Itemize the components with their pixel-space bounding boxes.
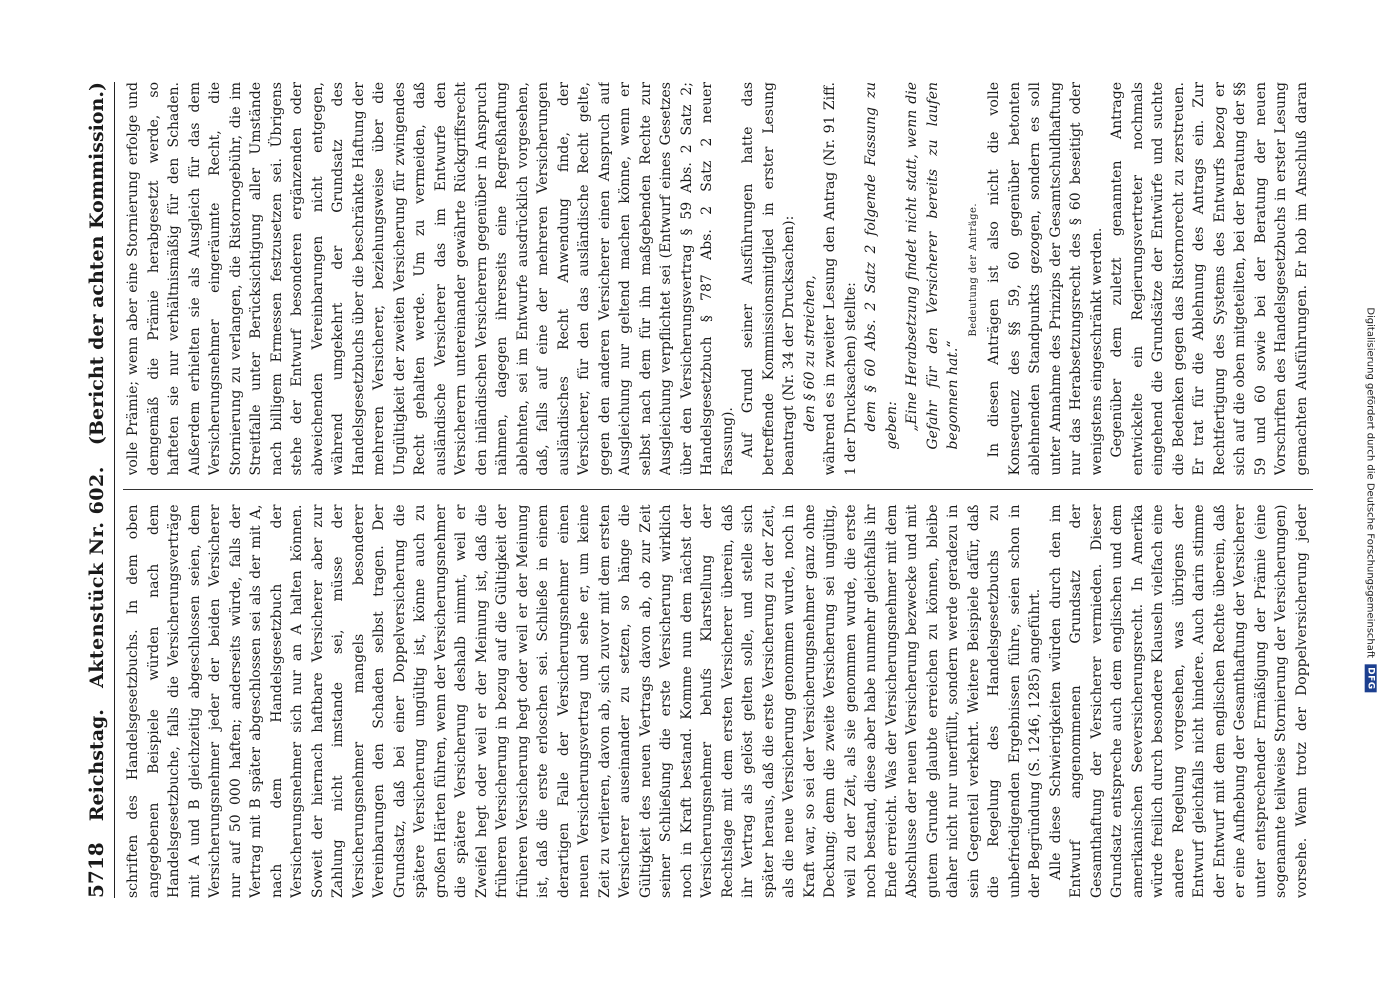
column-divider <box>123 490 1313 491</box>
text-column-left <box>123 505 1313 899</box>
header-right-title: (Bericht der achten Kommission.) <box>85 82 108 446</box>
digitization-note <box>1361 10 1381 990</box>
paragraph: In diesen Anträgen ist also nicht die volle Konsequenz des §§ 59, 60 gegenüber betonten ablehnenden Standpunkts gezogen, sondern es soll unter Annahme des Prinzips der Gesamtschuldhaftung nur das Herabsetzungsrecht des § 60 beseitigt oder wenigstens eingeschränkt werden. <box>985 82 1104 476</box>
page-header <box>84 82 115 898</box>
motion-quote: „Eine Herabsetzung findet nicht statt, wenn die Gefahr für den Versicherer bereits zu laufen begonnen hat.“ <box>903 82 961 450</box>
paragraph: während es in zweiter Lesung den Antrag (Nr. 91 Ziff. 1 der Drucksachen) stellte: <box>821 82 858 476</box>
digitization-text: Digitalisierung gefördert durch die Deutsche Forschungsgemeinschaft <box>1365 307 1377 659</box>
header-left-title: Reichstag. <box>85 709 108 822</box>
header-center-title: Aktenstück Nr. 602. <box>85 466 108 688</box>
text-column-right <box>123 82 1313 476</box>
dfg-logo: DFG <box>1365 664 1377 693</box>
section-heading: Bedeutung der Anträge. <box>967 202 978 337</box>
paragraph: schriften des Handelsgesetzbuchs. In dem oben angegebenen Beispiele würden nach dem Handelsgesetzbuche, falls die Versicherungsverträge mit A und B gleichzeitig abgeschlossen seien, dem Versicherungsnehmer jeder der beiden Versicherer nur auf 50 000 haften; anderseits würde, falls der Vertrag mit B später abgeschlossen sei als der mit A, nach dem Handelsgesetzbuch der Versicherungsnehmer sich nur an A halten können. Soweit der hiernach haftbare Versicherer aber zur Zahlung nicht imstande sei, müsse der Versicherungsnehmer mangels besonderer Vereinbarungen den Schaden selbst tragen. Der Grundsatz, daß bei einer Doppelversicherung die spätere Versicherung ungültig ist, könne auch zu großen Härten führen, wenn der Versicherungsnehmer die spätere Versicherung deshalb nimmt, weil er Zweifel hegt oder weil er der Meinung ist, daß die früheren Versicherung in bezug auf die Gültigkeit der früheren Versicherung hegt oder weil er der Meinung ist, daß die erste erloschen sei. Schließe in einem derartigen Falle der Versicherungsnehmer einen neuen Versicherungsvertrag und sehe er, um keine Zeit zu verlieren, davon ab, sich zuvor mit dem ersten Versicherer auseinander zu setzen, so hänge die Gültigkeit des neuen Vertrags davon ab, ob zur Zeit seiner Schließung die erste Versicherung wirklich noch in Kraft bestand. Komme nun dem nächst der Versicherungsnehmer behufs Klarstellung der Rechtslage mit dem ersten Versicherer überein, daß ihr Vertrag als gelöst gelten solle, und stelle sich später heraus, daß die erste Versicherung zu der Zeit, als die neue Versicherung genommen wurde, noch in Kraft war, so sei der Versicherungsnehmer ganz ohne Deckung; denn die zweite Versicherung sei ungültig, weil zu der Zeit, als sie genommen wurde, die erste noch bestand, diese aber habe nunmehr gleichfalls ihr Ende erreicht. Was der Versicherungsnehmer mit dem Abschlusse der neuen Versicherung bezwecke und mit gutem Grunde glaubte erreichen zu können, bleibe daher nicht nur unerfüllt, sondern werde geradezu in sein Gegenteil verkehrt. Weitere Beispiele dafür, daß die Regelung des Handelsgesetzbuchs zu unbefriedigenden Ergebnissen führe, seien schon in der Begründung (S. 1246, 1285) angeführt. <box>124 504 1043 898</box>
document-page <box>42 40 1342 960</box>
paragraph: Gegenüber dem zuletzt genannten Antrage entwickelte ein Regierungsvertreter nochmals eingehend die Grundsätze der Entwürfe und suchte die Bedenken gegen das Ristornorecht zu zerstreuen. Er trat für die Ablehnung des Antrags ein. Zur Rechtfertigung des Systems des Entwurfs bezog er sich auf die oben mitgeteilten, bei der Beratung der §§ 59 und 60 sowie bei der Beratung der neuen Vorschriften des Handelsgesetzbuchs in erster Lesung gemachten Ausführungen. Er hob im Anschluß daran <box>1108 82 1309 476</box>
text-columns <box>123 82 1313 898</box>
paragraph: Alle diese Schwierigkeiten würden durch den im Entwurf angenommenen Grundsatz der Gesamthaftung der Versicherer vermieden. Dieser Grundsatz entspreche auch dem englischen und dem amerikanischen Seeversicherungsrecht. In Amerika würde freilich durch besondere Klauseln vielfach eine andere Regelung vorgesehen, was übrigens der Entwurf gleichfalls nicht hindere. Auch darin stimme der Entwurf mit dem englischen Rechte überein, daß er eine Aufhebung der Gesamthaftung der Versicherer unter entsprechender Ermäßigung der Prämie (eine sogenannte teilweise Stornierung der Versicherungen) vorsehe. Wenn trotz der Doppelversicherung jeder <box>1047 504 1309 898</box>
motion-text: den § 60 zu streichen, <box>801 275 817 432</box>
paragraph: volle Prämie; wenn aber eine Stornierung erfolge und demgemäß die Prämie herabgesetzt werde, so hafteten sie nur verhältnismäßig für den Schaden. Außerdem erhielten sie als Ausgleich für das dem Versicherungsnehmer eingeräumte Recht, die Stornierung zu verlangen, die Ristornogebühr, die im Streitfalle unter Berücksichtigung aller Umstände nach billigem Ermessen festzusetzen sei. Übrigens stehe der Entwurf besonderen ergänzenden oder abweichenden Vereinbarungen nicht entgegen, während umgekehrt der Grundsatz des Handelsgesetzbuchs über die beschränkte Haftung der mehreren Versicherer, beziehungsweise über die Ungültigkeit der zweiten Versicherung für zwingendes Recht gehalten werde. Um zu vermeiden, daß ausländische Versicherer das im Entwurfe den Versicherern untereinander gewährte Rückgriffsrecht den inländischen Versicherern gegenüber in Anspruch nähmen, dagegen ihrerseits eine Regreßhaftung ablehnten, sei im Entwurfe ausdrücklich vorgesehen, daß, falls auf eine der mehreren Versicherungen ausländisches Recht Anwendung finde, der Versicherer, für den das ausländische Recht gelte, gegen den anderen Versicherer einen Anspruch auf Ausgleichung nur geltend machen könne, wenn er selbst nach dem für ihn maßgebenden Rechte zur Ausgleichung verpflichtet sei (Entwurf eines Gesetzes über den Versicherungsvertrag § 59 Abs. 2 Satz 2; Handelsgesetzbuch § 787 Abs. 2 Satz 2 neuer Fassung). <box>124 82 735 476</box>
paragraph: Auf Grund seiner Ausführungen hatte das betreffende Kommissionsmitglied in erster Lesung beantragt (Nr. 34 der Drucksachen): <box>739 82 797 476</box>
page-number: 5718 <box>83 842 108 898</box>
motion-text: dem § 60 Abs. 2 Satz 2 folgende Fassung zu geben: <box>862 82 899 450</box>
